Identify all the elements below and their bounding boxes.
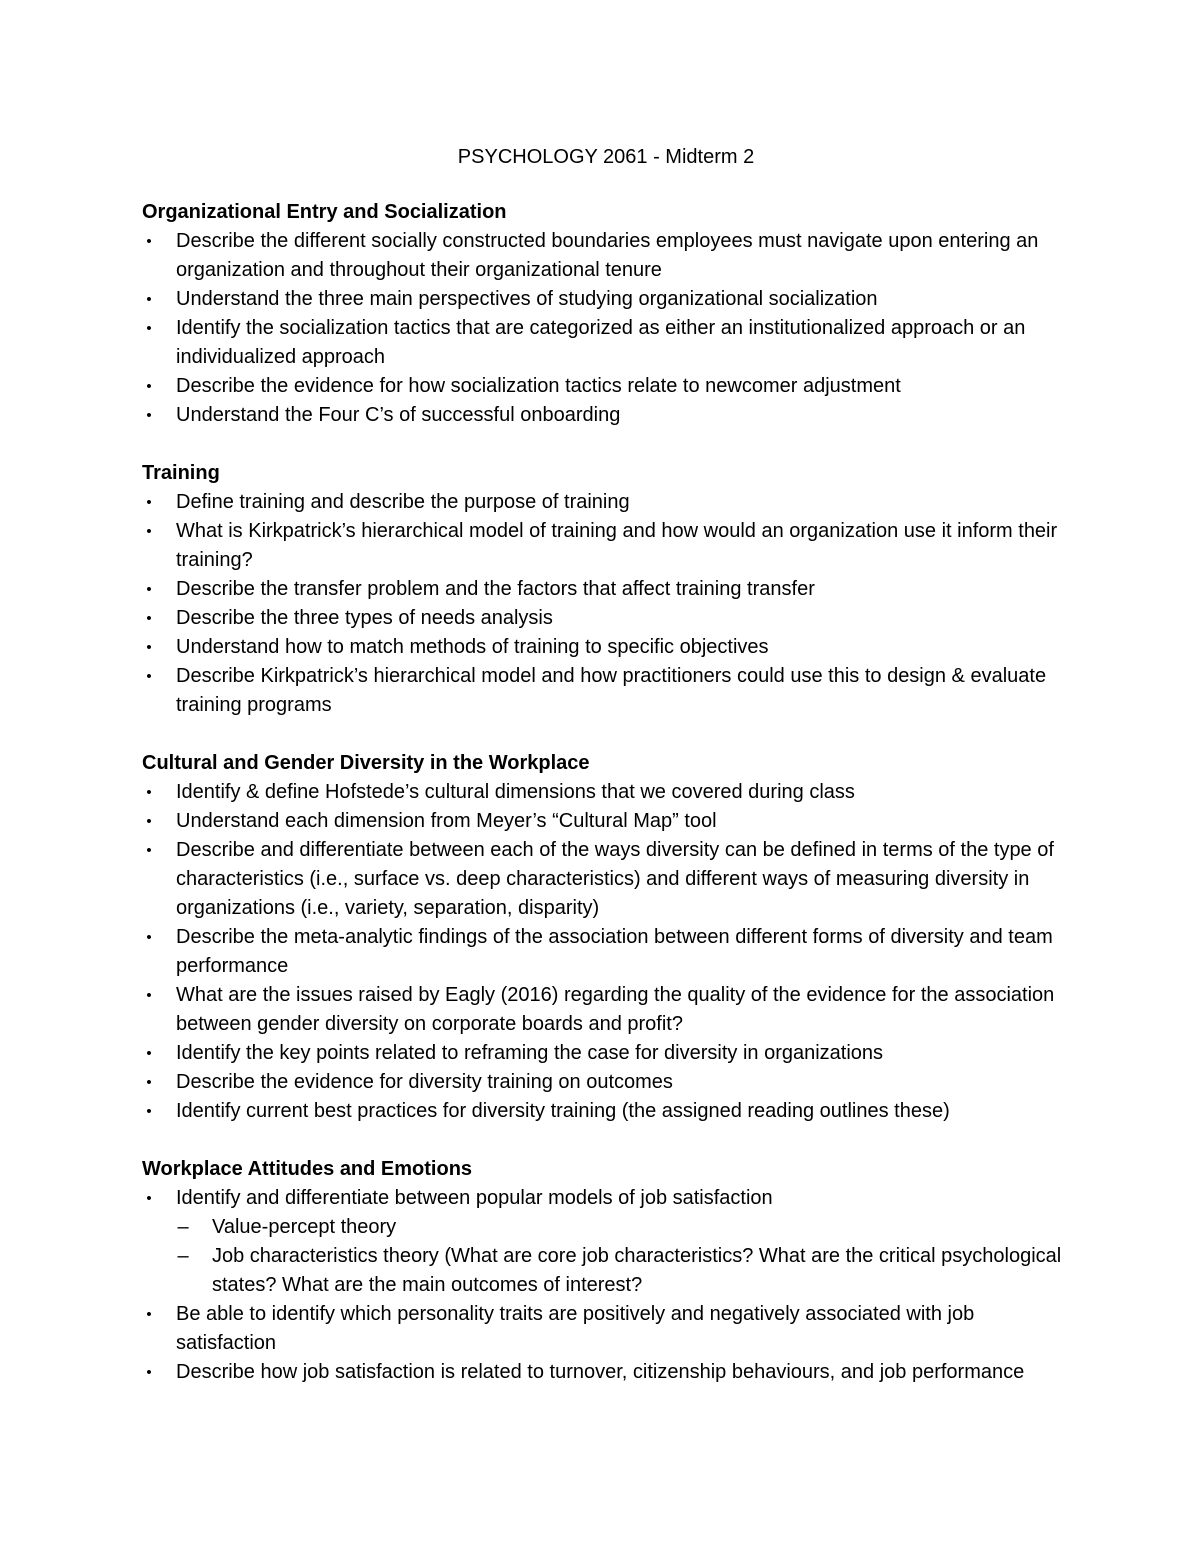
document-title: PSYCHOLOGY 2061 - Midterm 2 (457, 146, 755, 168)
bullet-icon: • (146, 1045, 152, 1062)
bullet-icon: • (146, 987, 152, 1004)
section-heading: Training (142, 462, 220, 484)
dash-icon: – (177, 1245, 189, 1267)
section (142, 749, 1070, 1126)
list-item (142, 778, 1070, 807)
list-item-text: Describe the different socially constructed boundaries employees must navigate upon entering an organization and throughout their organizational tenure (176, 230, 1039, 281)
bullet-icon: • (146, 407, 152, 424)
list-item-text: Define training and describe the purpose of training (176, 491, 630, 513)
list-item (142, 923, 1070, 981)
list-item (142, 1068, 1070, 1097)
list-item-text: Describe the transfer problem and the factors that affect training transfer (176, 578, 815, 600)
list-item (142, 1184, 1070, 1300)
bullet-icon: • (146, 784, 152, 801)
list-item-text: Understand the three main perspectives of studying organizational socialization (176, 288, 878, 310)
bullet-icon: • (146, 1364, 152, 1381)
bullet-icon: • (146, 842, 152, 859)
bullet-icon: • (146, 1074, 152, 1091)
bullet-icon: • (146, 610, 152, 627)
bullet-icon: • (146, 1306, 152, 1323)
list-item (142, 285, 1070, 314)
bullet-icon: • (146, 581, 152, 598)
section-heading: Workplace Attitudes and Emotions (142, 1158, 473, 1180)
bullet-list (142, 1184, 1070, 1387)
list-item-text: Describe Kirkpatrick’s hierarchical model and how practitioners could use this to design & evaluate training programs (176, 665, 1047, 716)
list-item-text: Understand how to match methods of training to specific objectives (176, 636, 769, 658)
bullet-icon: • (146, 668, 152, 685)
list-item (142, 836, 1070, 923)
sub-list (176, 1213, 1070, 1300)
section-heading: Organizational Entry and Socialization (142, 201, 507, 223)
list-item-text: Describe the evidence for diversity training on outcomes (176, 1071, 673, 1093)
list-item-text: Understand each dimension from Meyer’s “Cultural Map” tool (176, 810, 717, 832)
section (142, 459, 1070, 720)
bullet-icon: • (146, 639, 152, 656)
list-item (142, 575, 1070, 604)
list-item (142, 401, 1070, 430)
bullet-icon: • (146, 1103, 152, 1120)
bullet-icon: • (146, 494, 152, 511)
list-item (142, 1300, 1070, 1358)
bullet-list (142, 778, 1070, 1126)
bullet-icon: • (146, 320, 152, 337)
list-item-text: Identify and differentiate between popular models of job satisfaction (176, 1187, 773, 1209)
list-item-text: Describe the meta-analytic findings of the association between different forms of diversity and team performance (176, 926, 1053, 977)
list-item-text: Describe and differentiate between each of the ways diversity can be defined in terms of the type of characteristics (i.e., surface vs. deep characteristics) and different ways of measuring diversity in organizations (i.e., variety, separation, disparity) (176, 839, 1054, 919)
section (142, 1155, 1070, 1387)
list-item (142, 314, 1070, 372)
list-item-text: Identify the key points related to reframing the case for diversity in organizations (176, 1042, 884, 1064)
list-item-text: Be able to identify which personality traits are positively and negatively associated with job satisfaction (176, 1303, 975, 1354)
bullet-icon: • (146, 929, 152, 946)
section-heading: Cultural and Gender Diversity in the Workplace (142, 752, 590, 774)
list-item (142, 1039, 1070, 1068)
bullet-icon: • (146, 291, 152, 308)
list-item-text: Understand the Four C’s of successful onboarding (176, 404, 621, 426)
list-item-text: Identify the socialization tactics that are categorized as either an institutionalized approach or an individualized approach (176, 317, 1026, 368)
sub-list-item-text: Value-percept theory (212, 1216, 397, 1238)
list-item-text: Identify & define Hofstede’s cultural dimensions that we covered during class (176, 781, 855, 803)
list-item-text: What is Kirkpatrick’s hierarchical model of training and how would an organization use it inform their training? (176, 520, 1058, 571)
sub-list-item-text: Job characteristics theory (What are core job characteristics? What are the critical psychological states? What are the main outcomes of interest? (212, 1245, 1062, 1296)
list-item-text: Identify current best practices for diversity training (the assigned reading outlines these) (176, 1100, 950, 1122)
list-item (142, 604, 1070, 633)
bullet-icon: • (146, 1190, 152, 1207)
list-item (142, 488, 1070, 517)
list-item (142, 1358, 1070, 1387)
list-item (142, 633, 1070, 662)
list-item (142, 807, 1070, 836)
bullet-icon: • (146, 523, 152, 540)
sub-list-item (176, 1242, 1070, 1300)
document-body (142, 198, 1070, 1387)
list-item (142, 1097, 1070, 1126)
dash-icon: – (177, 1216, 189, 1238)
list-item-text: Describe the three types of needs analysis (176, 607, 553, 629)
bullet-icon: • (146, 233, 152, 250)
list-item-text: What are the issues raised by Eagly (2016) regarding the quality of the evidence for the association between gender diversity on corporate boards and profit? (176, 984, 1055, 1035)
bullet-icon: • (146, 813, 152, 830)
section (142, 198, 1070, 430)
list-item-text: Describe how job satisfaction is related to turnover, citizenship behaviours, and job performance (176, 1361, 1025, 1383)
bullet-list (142, 488, 1070, 720)
list-item (142, 227, 1070, 285)
list-item (142, 372, 1070, 401)
list-item (142, 981, 1070, 1039)
list-item-text: Describe the evidence for how socialization tactics relate to newcomer adjustment (176, 375, 901, 397)
bullet-icon: • (146, 378, 152, 395)
bullet-list (142, 227, 1070, 430)
list-item (142, 517, 1070, 575)
sub-list-item (176, 1213, 1070, 1242)
list-item (142, 662, 1070, 720)
